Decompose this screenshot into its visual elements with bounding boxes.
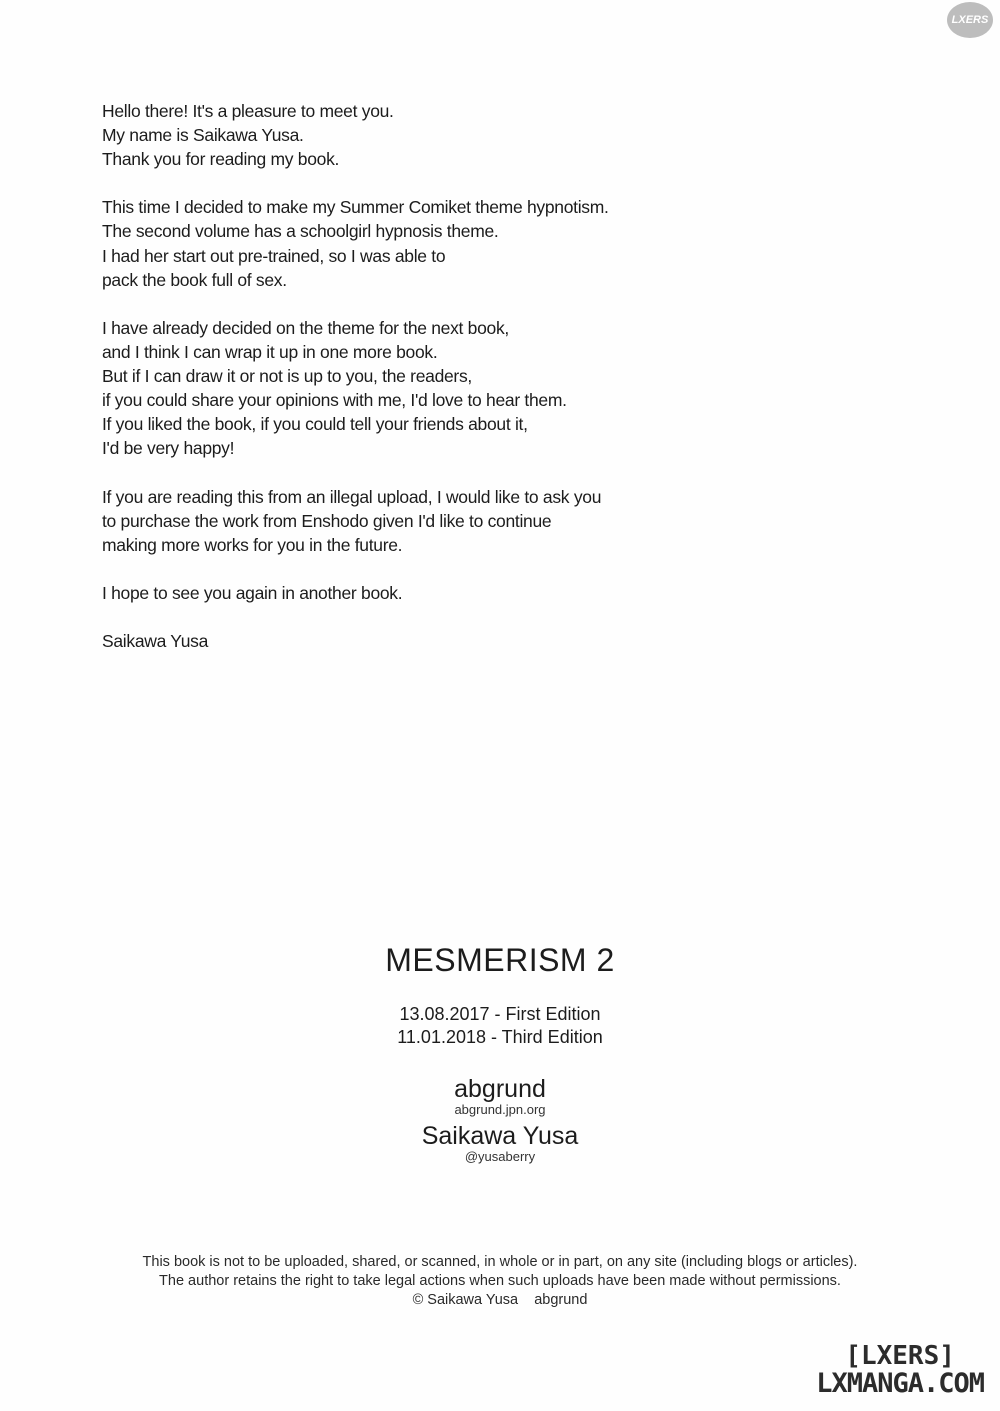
afterword-letter xyxy=(102,99,609,677)
letter-line: if you could share your opinions with me, I'd love to hear them. xyxy=(102,390,567,411)
letter-line: pack the book full of sex. xyxy=(102,269,287,290)
letter-line: The second volume has a schoolgirl hypnosis theme. xyxy=(102,221,499,242)
copyright-line: © Saikawa Yusa abgrund xyxy=(412,1292,588,1308)
letter-line: I had her start out pre-trained, so I was able to xyxy=(102,245,446,266)
letter-paragraph xyxy=(102,629,609,653)
copyright-notice xyxy=(0,1253,1000,1310)
lxers-logo-badge: LXERS xyxy=(947,2,993,38)
edition-third: 11.01.2018 - Third Edition xyxy=(397,1027,603,1047)
notice-line: This book is not to be uploaded, shared, or scanned, in whole or in part, on any site (including blogs or articles). xyxy=(142,1254,858,1270)
letter-line: If you are reading this from an illegal upload, I would like to ask you xyxy=(102,486,602,507)
edition-first: 13.08.2017 - First Edition xyxy=(399,1004,601,1024)
author-name: Saikawa Yusa xyxy=(421,1122,579,1150)
letter-paragraph xyxy=(102,581,609,605)
letter-paragraph xyxy=(102,485,609,557)
watermark xyxy=(816,1342,984,1398)
circle-name: abgrund xyxy=(454,1075,546,1103)
letter-paragraph xyxy=(102,195,609,291)
letter-line: If you liked the book, if you could tell your friends about it, xyxy=(102,414,528,435)
letter-paragraph xyxy=(102,99,609,171)
letter-line: But if I can draw it or not is up to you, the readers, xyxy=(102,366,472,387)
circle-url: abgrund.jpn.org xyxy=(454,1102,546,1117)
letter-line: My name is Saikawa Yusa. xyxy=(102,125,304,146)
letter-line: I'd be very happy! xyxy=(102,438,235,459)
letter-line: to purchase the work from Enshodo given I'd like to continue xyxy=(102,510,552,531)
watermark-line2: LXMANGA.COM xyxy=(816,1368,984,1399)
letter-line: making more works for you in the future. xyxy=(102,534,403,555)
book-title: MESMERISM 2 xyxy=(385,942,615,978)
letter-line: I hope to see you again in another book. xyxy=(102,582,403,603)
watermark-line1: [LXERS] xyxy=(845,1341,955,1371)
letter-line: I have already decided on the theme for the next book, xyxy=(102,317,509,338)
letter-line: Saikawa Yusa xyxy=(102,631,209,652)
letter-paragraph xyxy=(102,316,609,461)
letter-line: Thank you for reading my book. xyxy=(102,149,340,170)
notice-line: The author retains the right to take legal actions when such uploads have been made without permissions. xyxy=(159,1273,841,1289)
letter-line: and I think I can wrap it up in one more book. xyxy=(102,341,438,362)
author-handle: @yusaberry xyxy=(464,1149,536,1164)
letter-line: This time I decided to make my Summer Comiket theme hypnotism. xyxy=(102,197,609,218)
letter-line: Hello there! It's a pleasure to meet you. xyxy=(102,101,394,121)
